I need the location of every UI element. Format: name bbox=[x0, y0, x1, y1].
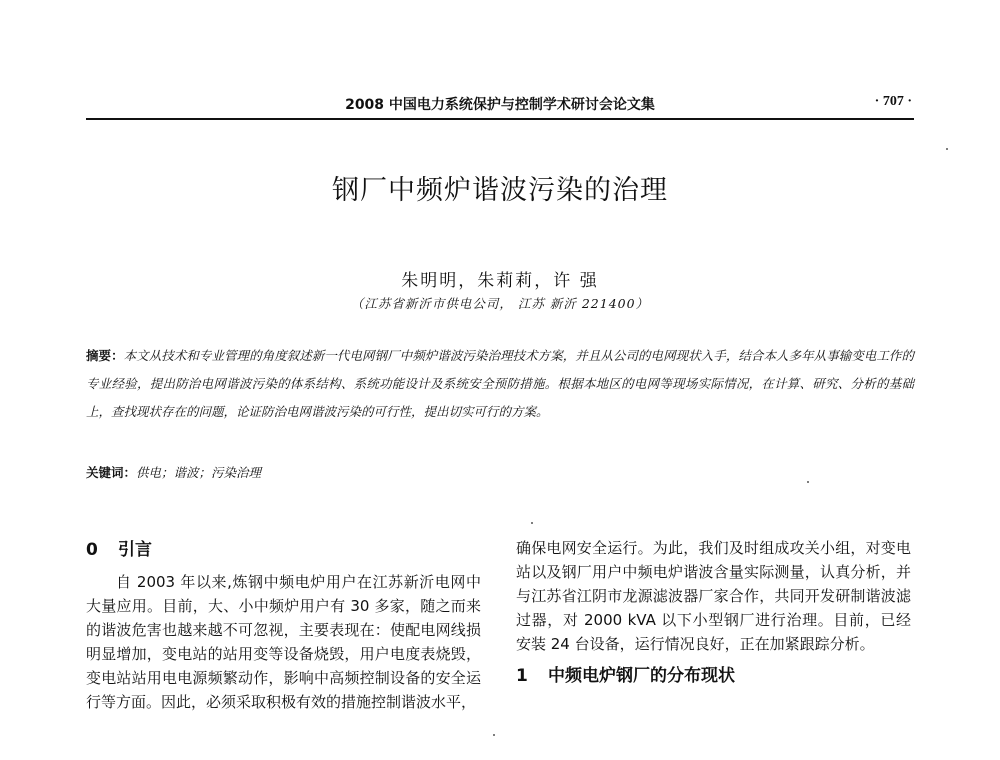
running-header bbox=[86, 92, 914, 120]
scan-speck bbox=[531, 522, 533, 524]
scan-speck bbox=[493, 734, 495, 736]
section-title: 引言 bbox=[118, 540, 152, 560]
header-rule bbox=[86, 118, 914, 120]
section-title: 中频电炉钢厂的分布现状 bbox=[548, 666, 735, 686]
author-list: 朱明明，朱莉莉，许 强 bbox=[401, 271, 599, 291]
left-column bbox=[86, 536, 481, 714]
section-number: 1 bbox=[516, 666, 528, 686]
intro-paragraph-continued: 确保电网安全运行。为此，我们及时组成攻关小组，对变电站以及钢厂用户中频电炉谐波含量实际测量，认真分析，并与江苏省江阴市龙源滤波器厂家合作，共同开发研制谐波滤过器，对 2000 kVA 以下小型钢厂进行治理。目前，已经安装 24 台设备，运行情况良好，正在加紧跟踪分析。 bbox=[516, 539, 911, 653]
keywords-text: 供电；谐波；污染治理 bbox=[136, 465, 262, 480]
affiliation: （江苏省新沂市供电公司， 江苏 新沂 221400） bbox=[350, 296, 650, 311]
scan-speck bbox=[807, 481, 809, 483]
abstract bbox=[86, 342, 914, 426]
keywords-label: 关键词： bbox=[86, 465, 137, 480]
keywords bbox=[86, 463, 914, 481]
section-number: 0 bbox=[86, 540, 98, 560]
section-heading-1 bbox=[516, 662, 911, 690]
section-heading-intro bbox=[86, 536, 481, 564]
abstract-label: 摘要： bbox=[86, 348, 124, 363]
right-column bbox=[516, 536, 911, 696]
journal-title: 2008 中国电力系统保护与控制学术研讨会论文集 bbox=[345, 97, 655, 113]
scan-speck bbox=[946, 148, 948, 150]
page-number: · 707 · bbox=[874, 94, 912, 109]
abstract-text: 本文从技术和专业管理的角度叙述新一代电网钢厂中频炉谐波污染治理技术方案，并且从公司的电网现状入手，结合本人多年从事输变电工作的专业经验，提出防治电网谐波污染的体系结构、系统功能设计及系统安全预防措施。根据本地区的电网等现场实际情况，在计算、研究、分析的基础上，查找现状存在的问题，论证防治电网谐波污染的可行性，提出切实可行的方案。 bbox=[86, 348, 914, 419]
intro-paragraph: 自 2003 年以来,炼钢中频电炉用户在江苏新沂电网中大量应用。目前，大、小中频炉用户有 30 多家，随之而来的谐波危害也越来越不可忽视，主要表现在：使配电网线损明显增加，变电站的站用变等设备烧毁，用户电度表烧毁，变电站站用电电源频繁动作，影响中高频控制设备的安全运行等方面。因此，必须采取积极有效的措施控制谐波水平， bbox=[86, 573, 481, 711]
paper-title: 钢厂中频炉谐波污染的治理 bbox=[332, 175, 668, 206]
